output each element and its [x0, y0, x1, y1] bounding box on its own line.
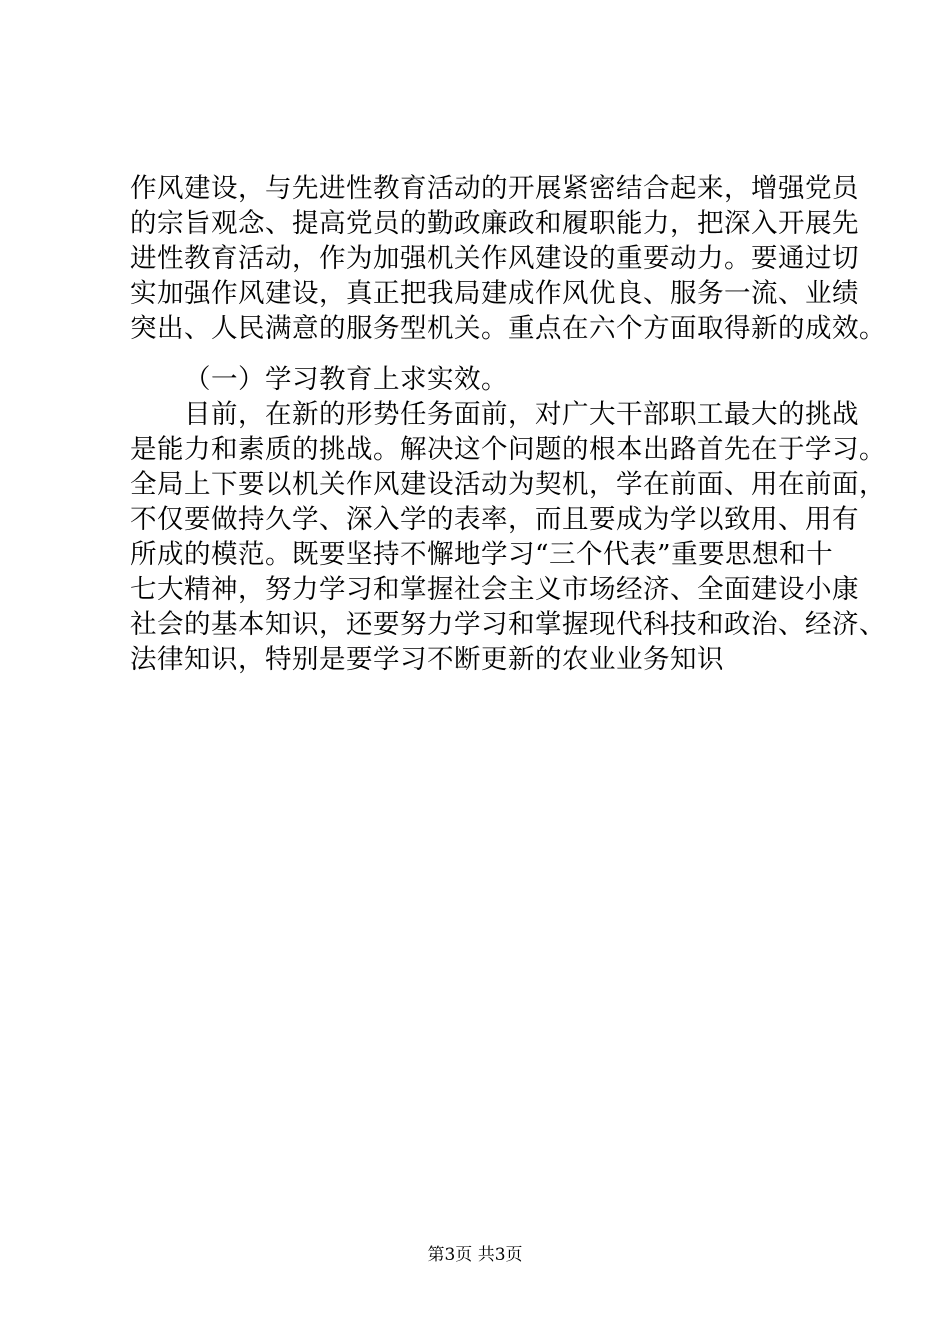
- document-body: [130, 171, 886, 677]
- paragraph-line: 作风建设，与先进性教育活动的开展紧密结合起来，增强党员: [130, 173, 859, 204]
- paragraph-gap: [130, 346, 860, 362]
- paragraph-line: 七大精神，努力学习和掌握社会主义市场经济、全面建设小康: [130, 574, 859, 605]
- paragraph-line: 进性教育活动，作为加强机关作风建设的重要动力。要通过切: [130, 243, 859, 274]
- paragraph-line: 目前，在新的形势任务面前，对广大干部职工最大的挑战: [184, 399, 859, 430]
- paragraph-line: 所成的模范。既要坚持不懈地学习“三个代表”重要思想和十: [130, 539, 834, 570]
- section-heading: （一）学习教育上求实效。: [184, 364, 508, 395]
- page-footer: 第3页 共3页: [427, 1245, 523, 1265]
- paragraph-line: 是能力和素质的挑战。解决这个问题的根本出路首先在于学习。: [130, 434, 886, 465]
- paragraph-line: 社会的基本知识，还要努力学习和掌握现代科技和政治、经济、: [130, 609, 886, 640]
- paragraph-line: 法律知识，特别是要学习不断更新的农业业务知识: [130, 644, 724, 675]
- paragraph-line: 全局上下要以机关作风建设活动为契机，学在前面、用在前面，: [130, 469, 886, 500]
- paragraph-line: 不仅要做持久学、深入学的表率，而且要成为学以致用、用有: [130, 504, 859, 535]
- paragraph-line: 的宗旨观念、提高党员的勤政廉政和履职能力，把深入开展先: [130, 208, 859, 239]
- paragraph-line: 突出、人民满意的服务型机关。重点在六个方面取得新的成效。: [130, 313, 886, 344]
- paragraph-line: 实加强作风建设，真正把我局建成作风优良、服务一流、业绩: [130, 278, 859, 309]
